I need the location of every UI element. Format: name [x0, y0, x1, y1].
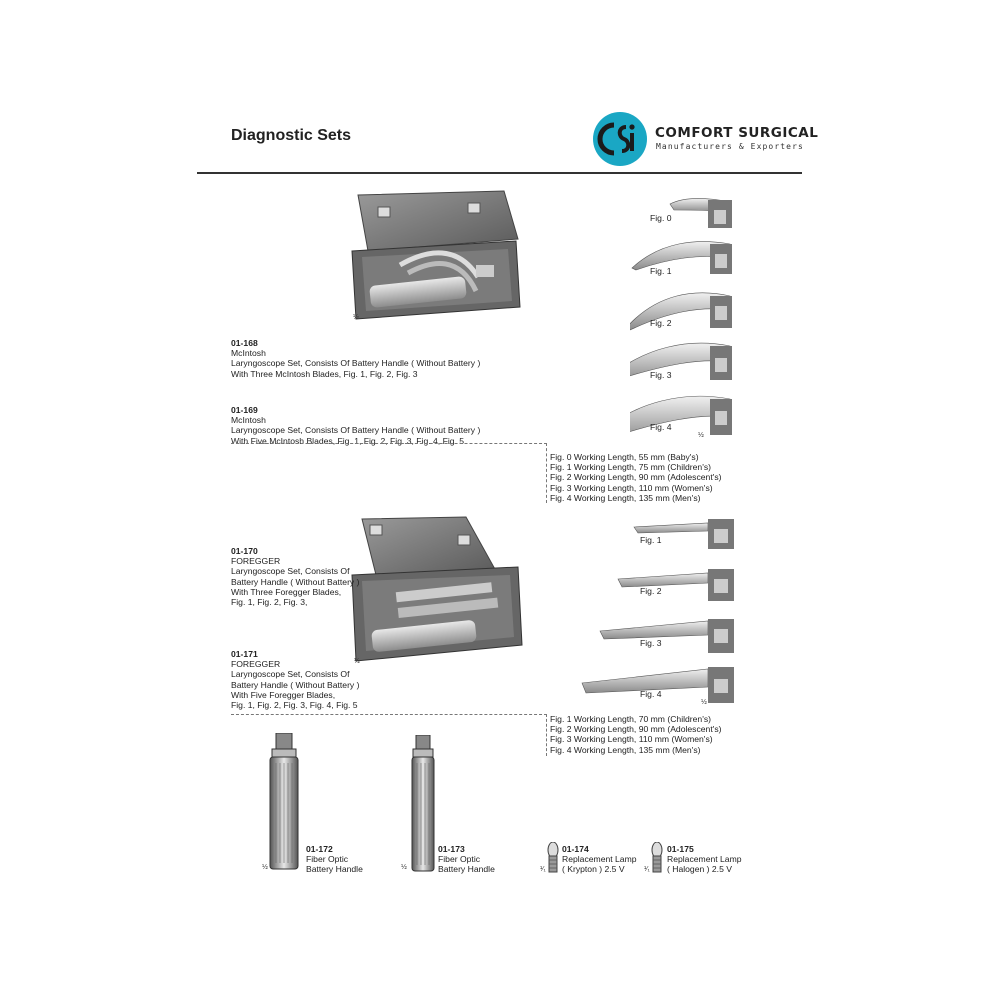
- product-code: 01-168: [231, 338, 258, 348]
- blade-fig-label: Fig. 1: [640, 535, 662, 545]
- product-desc-line: Laryngoscope Set, Consists Of: [231, 669, 350, 680]
- product-desc-line: Fiber Optic: [438, 854, 481, 865]
- product-code: 01-169: [231, 405, 258, 415]
- product-01-170: [231, 546, 359, 607]
- product-name: FOREGGER: [231, 556, 281, 567]
- product-01-168: [231, 338, 480, 379]
- page-title: Diagnostic Sets: [231, 127, 352, 144]
- scale-mark: ½: [701, 699, 707, 706]
- working-length: Fig. 2 Working Length, 90 mm (Adolescent's): [550, 724, 722, 735]
- scale-mark: ½: [401, 864, 407, 871]
- product-code: 01-170: [231, 546, 258, 556]
- blade-fig-label: Fig. 2: [640, 586, 662, 596]
- foregger-working-lengths: [550, 714, 722, 755]
- divider: [231, 443, 547, 444]
- brand-name: COMFORT SURGICAL: [655, 125, 819, 141]
- product-desc-line: Fig. 1, Fig. 2, Fig. 3, Fig. 4, Fig. 5: [231, 700, 358, 711]
- product-desc-line: With Three Foregger Blades,: [231, 586, 342, 597]
- company-logo: [592, 111, 648, 167]
- blade-fig-label: Fig. 1: [650, 266, 672, 276]
- working-length: Fig. 3 Working Length, 110 mm (Women's): [550, 482, 713, 493]
- product-desc-line: ( Krypton ) 2.5 V: [562, 864, 625, 875]
- product-desc-line: Fig. 1, Fig. 2, Fig. 3,: [231, 597, 308, 608]
- product-desc-line: Replacement Lamp: [667, 854, 742, 865]
- product-desc-line: Laryngoscope Set, Consists Of Battery Handle ( Without Battery ): [231, 425, 481, 436]
- blade-fig-label: Fig. 0: [650, 213, 672, 223]
- scale-mark: ½: [698, 432, 704, 439]
- blade-fig-label: Fig. 4: [650, 422, 672, 432]
- working-length: Fig. 0 Working Length, 55 mm (Baby's): [550, 452, 699, 462]
- product-01-173: [438, 844, 495, 875]
- divider: [546, 714, 547, 756]
- brand-tagline: Manufacturers & Exporters: [656, 142, 804, 151]
- divider: [546, 443, 547, 503]
- product-01-171: [231, 649, 359, 710]
- header-rule: [197, 172, 802, 174]
- working-length: Fig. 1 Working Length, 70 mm (Children's): [550, 714, 712, 724]
- product-desc-line: Laryngoscope Set, Consists Of: [231, 566, 350, 577]
- product-desc-line: Battery Handle ( Without Battery ): [231, 576, 360, 587]
- battery-handle-image: [268, 733, 300, 875]
- lamp-bulb-image: [651, 842, 663, 876]
- working-length: Fig. 1 Working Length, 75 mm (Children's): [550, 462, 712, 473]
- working-length: Fig. 4 Working Length, 135 mm (Men's): [550, 744, 701, 755]
- product-desc-line: With Three McIntosh Blades, Fig. 1, Fig. 2, Fig. 3: [231, 368, 418, 379]
- product-code: 01-173: [438, 844, 465, 854]
- product-desc-line: Battery Handle: [438, 864, 495, 875]
- scale-mark: ¹⁄₁: [644, 866, 650, 873]
- product-name: FOREGGER: [231, 659, 281, 670]
- blade-fig-label: Fig. 4: [640, 689, 662, 699]
- working-length: Fig. 2 Working Length, 90 mm (Adolescent's): [550, 472, 722, 483]
- working-length: Fig. 3 Working Length, 110 mm (Women's): [550, 734, 713, 745]
- product-name: McIntosh: [231, 415, 266, 426]
- lamp-bulb-image: [547, 842, 559, 876]
- product-desc-line: Laryngoscope Set, Consists Of Battery Handle ( Without Battery ): [231, 358, 481, 369]
- mcintosh-blades-image: [630, 190, 740, 440]
- scale-mark: ½: [354, 658, 360, 665]
- foregger-case-image: [346, 515, 526, 665]
- divider: [231, 714, 547, 715]
- product-desc-line: Battery Handle ( Without Battery ): [231, 679, 360, 690]
- blade-fig-label: Fig. 3: [650, 370, 672, 380]
- product-desc-line: ( Halogen ) 2.5 V: [667, 864, 732, 875]
- blade-fig-label: Fig. 2: [650, 318, 672, 328]
- product-01-172: [306, 844, 363, 875]
- product-01-175: [667, 844, 742, 875]
- product-01-174: [562, 844, 637, 875]
- battery-handle-image: [410, 735, 436, 875]
- product-code: 01-174: [562, 844, 589, 854]
- product-desc-line: With Five Foregger Blades,: [231, 689, 336, 700]
- foregger-blades-image: [578, 515, 740, 715]
- product-desc-line: Replacement Lamp: [562, 854, 637, 865]
- product-desc-line: Fiber Optic: [306, 854, 349, 865]
- product-desc-line: With Five McIntosh Blades, Fig. 1, Fig. 2, Fig. 3, Fig. 4, Fig. 5: [231, 435, 465, 446]
- working-length: Fig. 4 Working Length, 135 mm (Men's): [550, 492, 701, 503]
- product-code: 01-171: [231, 649, 258, 659]
- scale-mark: ½: [353, 314, 359, 321]
- product-code: 01-175: [667, 844, 694, 854]
- product-code: 01-172: [306, 844, 333, 854]
- mcintosh-working-lengths: [550, 452, 722, 503]
- product-name: McIntosh: [231, 348, 266, 359]
- scale-mark: ¹⁄₁: [540, 866, 546, 873]
- scale-mark: ½: [262, 864, 268, 871]
- mcintosh-case-image: [348, 187, 524, 327]
- product-01-169: [231, 405, 480, 446]
- blade-fig-label: Fig. 3: [640, 638, 662, 648]
- product-desc-line: Battery Handle: [306, 864, 363, 875]
